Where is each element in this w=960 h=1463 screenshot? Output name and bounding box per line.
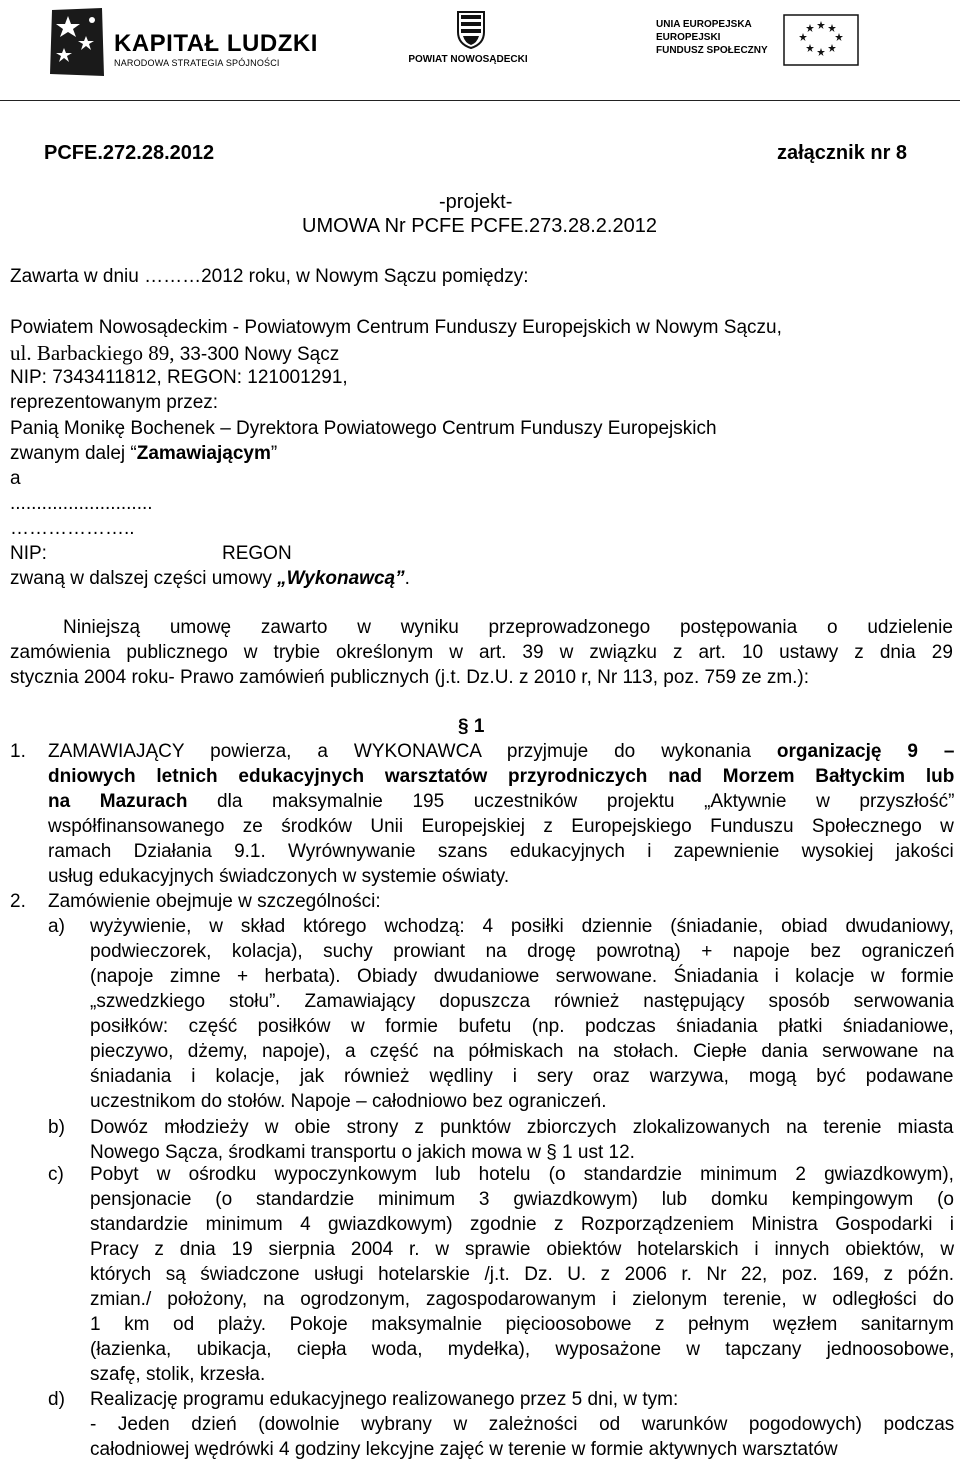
address-street: ul. Barbackiego 89,	[10, 341, 175, 365]
p1-line-4-part: współfinansowanego ze środków Unii Europejskiej z Europejskiego Funduszu Społecznego w	[48, 815, 954, 837]
p2-number: 2.	[10, 891, 26, 912]
powiat-name: POWIAT NOWOSĄDECKI	[408, 54, 528, 65]
p1-number: 1.	[10, 741, 26, 762]
p1-line-2-part: dniowych letnich edukacyjnych warsztatów przyrodniczych nad Morzem Bałtyckim lub	[48, 765, 955, 787]
dots-line-1: ...........................	[10, 493, 153, 514]
kl-subtitle: NARODOWA STRATEGIA SPÓJNOŚCI	[114, 58, 280, 68]
item-line-d_item: - Jeden dzień (dowolnie wybrany w zależności od warunków pogodowych) podczas	[90, 1413, 955, 1435]
header-divider	[0, 100, 960, 101]
item-line-c_item: Pracy z dnia 19 sierpnia 2004 r. w sprawie obiektów hotelarskich i innych obiektów, w	[90, 1238, 955, 1260]
item-label-b_item: b)	[48, 1117, 65, 1138]
p1-line-1-part: ZAMAWIAJĄCY powierza, a WYKONAWCA przyjmuje do wykonania	[48, 741, 777, 762]
wykonawca-label: „Wykonawcą”	[277, 568, 405, 589]
nip-regon-line: NIP: 7343411812, REGON: 121001291,	[10, 367, 348, 388]
a-line: a	[10, 468, 21, 489]
p1-line-3-part: dla maksymalnie 195 uczestników projektu „Aktywnie w przyszłość”	[187, 790, 955, 812]
item-line-a_item: „szwedzkiego stołu”. Zamawiający dopuszcza również następujący sposób serwowania	[90, 990, 954, 1012]
kl-title: KAPITAŁ LUDZKI	[114, 30, 318, 57]
item-label-c_item: c)	[48, 1164, 64, 1185]
item-line-d_item: Realizację programu edukacyjnego realizowanego przez 5 dni, w tym:	[90, 1389, 679, 1410]
item-line-c_item: zmian./ położony, na ogrodzonym, zagospodarowanym i zielonym terenie, w odległości do	[90, 1288, 954, 1310]
item-line-c_item: (łazienka, ubikacja, ciepła woda, mydełka), wyposażone w tapczany jednoosobowe,	[90, 1338, 955, 1360]
item-line-a_item: śniadania i kolacje, jak również wędliny i sery oraz warzywa, mogą być podawane	[90, 1065, 954, 1087]
p2-text: Zamówienie obejmuje w szczególności:	[48, 891, 381, 912]
projekt-label: -projekt-	[439, 191, 513, 213]
zwanym-post: ”	[270, 443, 278, 464]
attachment-label: załącznik nr 8	[777, 142, 908, 164]
party1-line: Powiatem Nowosądeckim - Powiatowym Centrum Funduszy Europejskich w Nowym Sączu,	[10, 317, 782, 338]
intro-line: Niniejszą umowę zawarto w wyniku przeprowadzonego postępowania o udzielenie	[63, 617, 953, 638]
zawarta-line: Zawarta w dniu ………2012 roku, w Nowym Sączu pomiędzy:	[10, 266, 529, 287]
page-header	[0, 0, 960, 100]
regon-label: REGON	[222, 543, 292, 564]
address-city: 33-300 Nowy Sącz	[174, 344, 340, 365]
p1-line-6-part: usług edukacyjnych świadczonych w systemie oświaty.	[48, 865, 510, 887]
p1-line-4	[48, 816, 954, 838]
item-line-b_item: Dowóz młodzieży w obie strony z punktów zbiorczych zlokalizowanych na terenie miasta	[90, 1117, 954, 1138]
kapital-ludzki-emblem-icon	[48, 6, 106, 78]
item-line-c_item: 1 km od plaży. Pokoje maksymalnie pięcioosobowe z pełnym węzłem sanitarnym	[90, 1313, 954, 1335]
kapital-ludzki-logo	[48, 6, 318, 78]
eu-line-1: UNIA EUROPEJSKA	[656, 19, 752, 30]
zwana-pre: zwaną w dalszej części umowy	[10, 568, 278, 589]
eu-flag-icon	[764, 14, 860, 66]
p1-line-3	[48, 791, 954, 813]
eu-line-2: EUROPEJSKI	[656, 32, 721, 43]
represented-line: reprezentowanym przez:	[10, 392, 219, 413]
item-line-b_item: Nowego Sącza, środkami transportu o jakich mowa w § 1 ust 12.	[90, 1141, 635, 1163]
item-line-c_item: szafę, stolik, krzesła.	[90, 1363, 266, 1385]
section-heading: § 1	[458, 716, 485, 737]
item-line-c_item: standardzie minimum 4 gwiazdkowym) zgodnie z Rozporządzeniem Ministra Gospodarki i	[90, 1213, 955, 1235]
p1-line-1-part: organizację 9 –	[776, 741, 955, 762]
contract-title: UMOWA Nr PCFE PCFE.273.28.2.2012	[302, 215, 657, 237]
nip-label: NIP:	[10, 543, 47, 564]
director-line: Panią Monikę Bochenek – Dyrektora Powiatowego Centrum Funduszy Europejskich	[10, 418, 717, 439]
p1-line-2	[48, 766, 954, 788]
item-line-c_item: pensjonacie (o standardzie minimum 3 gwiazdkowym) lub domku kempingowym (o	[90, 1188, 954, 1210]
zwana-post: .	[404, 568, 410, 589]
item-line-a_item: (napoje zimne + herbata). Obiady dwudaniowe serwowane. Śniadania i kolacje w formie	[90, 965, 954, 987]
zwana-line	[10, 568, 410, 590]
zwanym-pre: zwanym dalej “	[10, 443, 137, 464]
eu-text	[656, 18, 768, 57]
item-line-a_item: podwieczorek, kolacja), suchy prowiant na drogę powrotną) + napoje bez ograniczeń	[90, 940, 955, 962]
p1-line-5	[48, 841, 954, 863]
intro-line: stycznia 2004 roku- Prawo zamówień publicznych (j.t. Dz.U. z 2010 r, Nr 113, poz. 759 ze zm.):	[10, 667, 810, 688]
item-line-a_item: posiłków: część posiłków w formie bufetu (np. podczas śniadania płatki śniadaniowe,	[90, 1015, 954, 1037]
intro-line: zamówienia publicznego w trybie określonym w art. 39 w związku z art. 10 ustawy z dnia 29	[10, 642, 953, 663]
powiat-logo	[408, 10, 528, 70]
eu-line-3: FUNDUSZ SPOŁECZNY	[656, 45, 768, 56]
item-line-a_item: pieczywo, dżemy, napoje), a część na półmiskach na stołach. Ciepłe dania serwowane na	[90, 1040, 954, 1062]
address-line	[10, 342, 339, 366]
zwanym-line	[10, 443, 277, 465]
p1-line-5-part: ramach Działania 9.1. Wyrównywanie szans edukacyjnych i zapewnienie wysokiej jakości	[48, 840, 954, 862]
item-line-c_item: których są świadczone usługi hotelarskie /j.t. Dz. U. z 2006 r. Nr 22, poz. 169, z późn.	[90, 1263, 955, 1285]
dots-line-2: ………………..	[10, 518, 135, 539]
powiat-crest-icon	[456, 10, 486, 50]
item-label-a_item: a)	[48, 916, 65, 937]
item-line-a_item: wyżywienie, w skład którego wchodzą: 4 posiłki dziennie (śniadanie, obiad dwudaniowy,	[90, 916, 954, 937]
zamawiajacy-label: Zamawiającym	[136, 443, 271, 464]
eu-logo	[652, 14, 892, 64]
reference-number: PCFE.272.28.2012	[44, 142, 215, 164]
p1-line-3-part: na Mazurach	[48, 790, 188, 812]
p1-line-6	[48, 866, 509, 888]
p1-line-1	[48, 741, 954, 763]
item-line-a_item: uczestnikom do stołów. Napoje – całodniowo bez ograniczeń.	[90, 1090, 607, 1112]
item-label-d_item: d)	[48, 1389, 65, 1410]
item-line-d_item: całodniowej wędrówki 4 godziny lekcyjne zajęć w terenie w formie aktywnych warsztatów	[90, 1438, 838, 1460]
item-line-c_item: Pobyt w ośrodku wypoczynkowym lub hotelu (o standardzie minimum 2 gwiazdkowym),	[90, 1164, 954, 1185]
